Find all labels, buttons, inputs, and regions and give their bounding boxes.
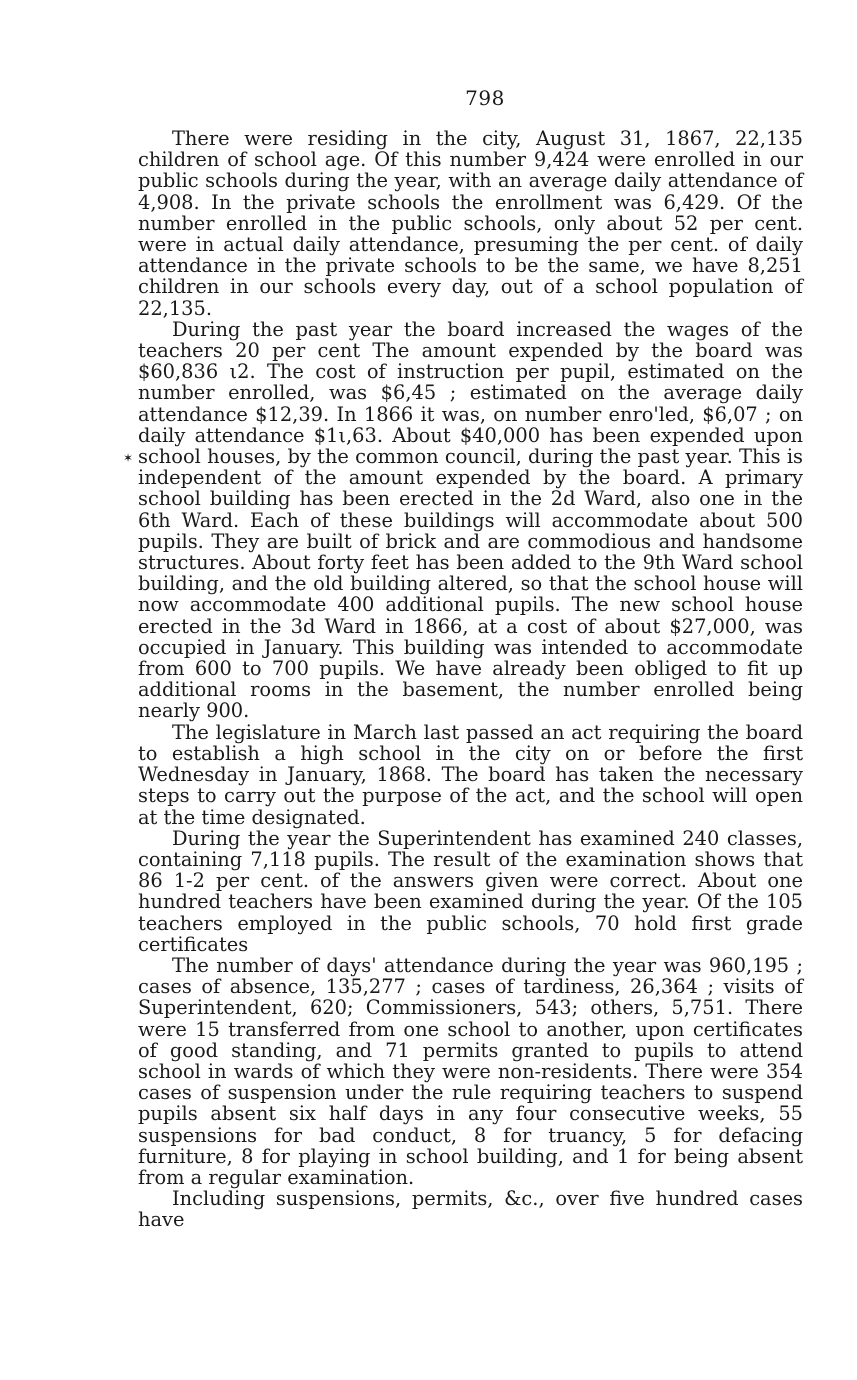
page-number: 798 <box>465 86 505 110</box>
paragraph-examinations: During the year the Superintendent has examined 240 classes, containing 7,118 pupils. The result of the examination shows that 86 1-2 per cent. of the answers given were correct. About one hundred teachers have been examined during the year. Of the 105 teachers employed in the public schools, 70 hold first grade certificates <box>138 826 803 956</box>
paragraph-high-school: The legislature in March last passed an act requiring the board to establish a high school in the city on or before the first Wednesday in January, 1868. The board has taken the necessary steps to carry out the purpose of the act, and the school will open at the time designated. <box>138 720 803 829</box>
body-text <box>138 128 803 1231</box>
paragraph-enrollment: There were residing in the city, August 31, 1867, 22,135 children of school age. Of this number 9,424 were enrolled in our public schools during the year, with an average daily attendance of 4,908. In the private schools the enrollment was 6,429. Of the number enrolled in the public schools, only about 52 per cent. were in actual daily attendance, presuming the per cent. of daily attendance in the private schools to be the same, we have 8,251 children in our schools every day, out of a school population of 22,135. <box>138 127 803 320</box>
margin-mark-icon: ✶ <box>123 451 134 465</box>
paragraph-suspensions: Including suspensions, permits, &c., over five hundred cases have <box>138 1187 803 1232</box>
paragraph-expenditures: During the past year the board increased the wages of the teachers 20 per cent The amount expended by the board was $60,836 ι2. The cost of instruction per pupil, estimated on the number enrolled, was $6,45 ; estimated on the average daily attendance $12,39. In 1866 it was, on number enro'led, $6,07 ; on daily attendance $1ι,63. About $40,000 has been expended upon school houses, by the common council, during the past year. This is independent of the amount expended by the board. A primary school building has been erected in the 2d Ward, also one in the 6th Ward. Each of these buildings will accommodate about 500 pupils. They are built of brick and are commodious and handsome structures. About forty feet has been added to the 9th Ward school building, and the old building altered, so that the school house will now accommodate 400 additional pupils. The new school house erected in the 3d Ward in 1866, at a cost of about $27,000, was occupied in January. This building was intended to accommodate from 600 to 700 pupils. We have already been obliged to fit up additional rooms in the basement, the number enrolled being nearly 900. <box>138 317 803 723</box>
paragraph-attendance: The number of days' attendance during the year was 960,195 ; cases of absence, 135,277 ; cases of tardiness, 26,364 ; visits of Superintendent, 620; Commissioners, 543; others, 5,751. There were 15 transferred from one school to another, upon certificates of good standing, and 71 permits granted to pupils to attend school in wards of which they were non-residents. There were 354 cases of suspension under the rule requiring teachers to suspend pupils absent six half days in any four consecutive weeks, 55 suspensions for bad conduct, 8 for truancy, 5 for defacing furniture, 8 for playing in school building, and 1 for being absent from a regular examination. <box>138 953 803 1189</box>
